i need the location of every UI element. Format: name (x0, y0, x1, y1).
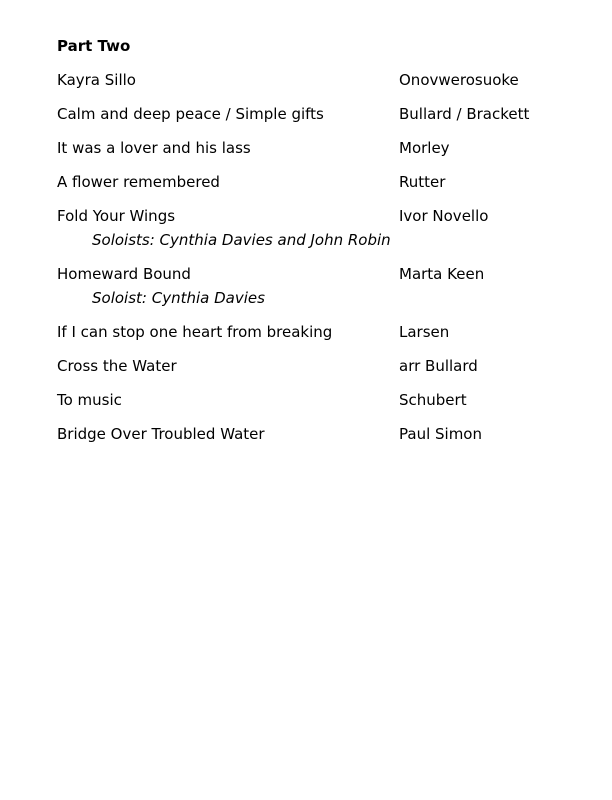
piece-title: To music (57, 391, 122, 409)
program-row (57, 356, 597, 376)
piece-title: Cross the Water (57, 357, 177, 375)
piece-composer: Bullard / Brackett (399, 105, 530, 123)
piece-composer: Schubert (399, 391, 467, 409)
piece-title: It was a lover and his lass (57, 139, 251, 157)
piece-composer: Onovwerosuoke (399, 71, 519, 89)
program-item (57, 390, 597, 410)
section-heading: Part Two (57, 37, 131, 55)
program-item (57, 356, 597, 376)
program-item (57, 70, 597, 90)
program-row (57, 172, 597, 192)
piece-title: Homeward Bound (57, 265, 191, 283)
program-row (57, 138, 597, 158)
program-row (57, 206, 597, 226)
piece-composer: Ivor Novello (399, 207, 489, 225)
program-list (57, 70, 597, 458)
piece-composer: Larsen (399, 323, 450, 341)
piece-title: Calm and deep peace / Simple gifts (57, 105, 324, 123)
piece-title: Kayra Sillo (57, 71, 136, 89)
program-row (57, 104, 597, 124)
program-item (57, 206, 597, 250)
program-item (57, 264, 597, 308)
piece-composer: Morley (399, 139, 450, 157)
piece-composer: Rutter (399, 173, 446, 191)
program-row (57, 424, 597, 444)
piece-composer: Paul Simon (399, 425, 482, 443)
program-item (57, 172, 597, 192)
soloist-note: Soloist: Cynthia Davies (92, 289, 265, 307)
program-item (57, 424, 597, 444)
piece-title: If I can stop one heart from breaking (57, 323, 333, 341)
program-row (57, 264, 597, 284)
program-row (57, 70, 597, 90)
soloist-note: Soloists: Cynthia Davies and John Robin (92, 231, 391, 249)
program-row (57, 322, 597, 342)
piece-composer: arr Bullard (399, 357, 478, 375)
piece-composer: Marta Keen (399, 265, 485, 283)
piece-title: A flower remembered (57, 173, 220, 191)
piece-title: Bridge Over Troubled Water (57, 425, 265, 443)
program-row (57, 390, 597, 410)
program-item (57, 104, 597, 124)
piece-title: Fold Your Wings (57, 207, 176, 225)
program-item (57, 322, 597, 342)
program-item (57, 138, 597, 158)
